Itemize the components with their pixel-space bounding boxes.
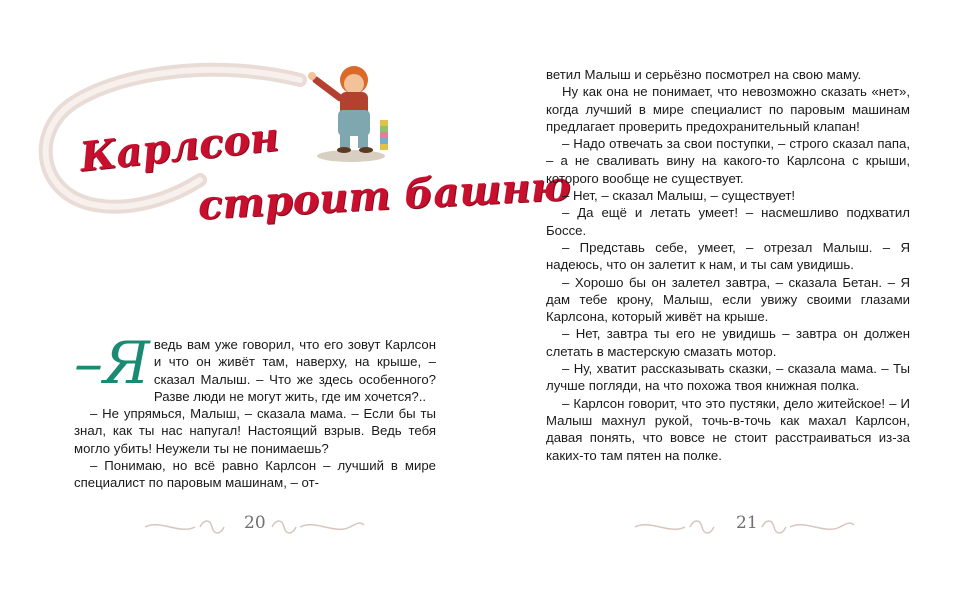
paragraph: – Понимаю, но всё равно Карлсон – лучший в мире специалист по паровым машинам, – от- — [74, 458, 436, 491]
right-page — [490, 0, 979, 590]
paragraph: – Да ещё и летать умеет! – насмешливо подхватил Боссе. — [546, 205, 910, 238]
paragraph: –Я ведь вам уже говорил, что его зовут Карлсон и что он живёт там, наверху, на крыше, – сказал Малыш. – Что же здесь особенного? Разве люди не могут жить, где им хочется?.. — [74, 329, 436, 404]
page-number: 21 — [736, 513, 758, 533]
paragraph: – Ну, хватит рассказывать сказки, – сказала мама. – Ты лучше погляди, на что похожа твоя книжная полка. — [546, 361, 910, 394]
paragraph: – Представь себе, умеет, – отрезал Малыш. – Я надеюсь, что он залетит к нам, и ты сам увидишь. — [546, 239, 910, 273]
page-footer-ornament — [630, 511, 860, 541]
chapter-title-line-2: строит башню — [196, 162, 572, 229]
paragraph: – Не упрямься, Малыш, – сказала мама. – Если бы ты знал, как ты нас напугал! Настоящий взрыв. Ведь тебя могло убить! Неужели ты не понимаешь? — [74, 406, 436, 456]
paragraph: – Нет, – сказал Малыш, – существует! — [562, 188, 796, 204]
paragraph: Ну как она не понимает, что невозможно сказать «нет», когда лучший в мире специалист по паровым машинам предлагает проверить предохранительный клапан! — [546, 84, 910, 134]
left-page-text — [74, 329, 436, 492]
chapter-title-line-1: Карлсон — [77, 113, 282, 181]
paragraph: – Надо отвечать за свои поступки, – строго сказал папа, – а не сваливать вину на какого-то Карлсона с крыши, которого вообще не существует. — [546, 136, 910, 186]
drop-cap: –Я — [74, 329, 150, 397]
paragraph: – Нет, завтра ты его не увидишь – завтра он должен слетать в мастерскую смазать мотор. — [546, 326, 910, 359]
paragraph: – Карлсон говорит, что это пустяки, дело житейское! – И Малыш махнул рукой, точь-в-точь как махал Карлсон, давая понять, что вовсе не стоит расстраиваться из-за каких-то там пятен на полке. — [546, 395, 910, 463]
paragraph: ветил Малыш и серьёзно посмотрел на свою маму. — [546, 67, 862, 82]
paragraph: – Хорошо бы он залетел завтра, – сказала Бетан. – Я дам тебе крону, Малыш, если увижу своими глазами Карлсона, который живёт на крыше. — [546, 274, 910, 325]
chapter-title — [70, 113, 572, 246]
page-footer-ornament — [140, 511, 370, 541]
page-number: 20 — [244, 513, 266, 533]
right-page-text — [546, 66, 910, 464]
